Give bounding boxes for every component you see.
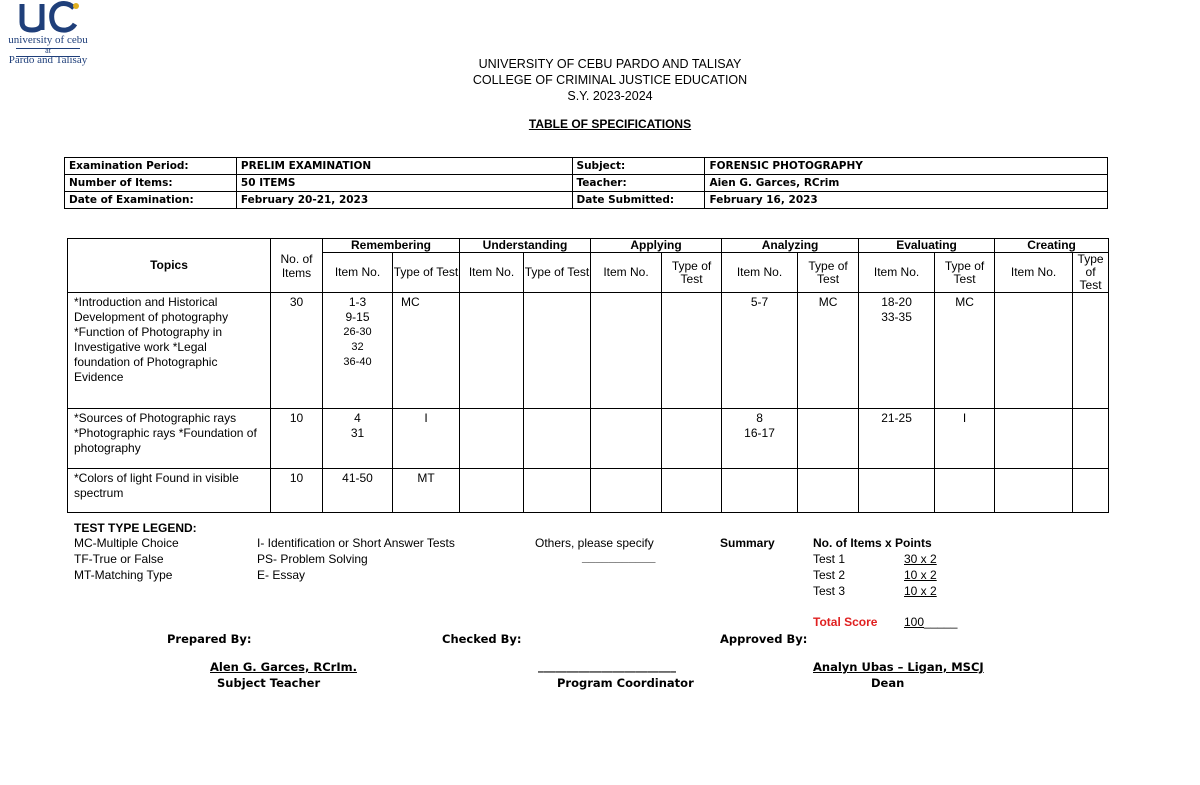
logo-text-at: at — [45, 46, 51, 55]
summary-test-name: Test 1 — [813, 552, 846, 566]
summary-test-value: 10 x 2 — [904, 568, 937, 582]
no-items-cell: 10 — [271, 409, 323, 469]
exam-info-table — [64, 157, 1108, 209]
analyzing-type-cell: MC — [798, 293, 859, 409]
total-score-blank: _____ — [924, 615, 958, 629]
topics-cell: *Colors of light Found in visible spectrum — [68, 469, 271, 513]
item-range: 41-50 — [342, 471, 373, 485]
checked-by-label: Checked By: — [442, 632, 522, 646]
legend-mt: MT-Matching Type — [74, 568, 173, 582]
item-no-header: Item No. — [859, 253, 935, 293]
info-value: February 20-21, 2023 — [236, 192, 572, 209]
college-name: COLLEGE OF CRIMINAL JUSTICE EDUCATION — [472, 73, 748, 87]
item-range: 36-40 — [343, 356, 372, 368]
school-year: S.Y. 2023-2024 — [567, 89, 653, 103]
item-no-header: Item No. — [323, 253, 393, 293]
type-header: Type of Test — [524, 253, 591, 293]
applying-type-cell — [662, 409, 722, 469]
legend-others-blank: ___________ — [582, 550, 656, 564]
info-label: Subject: — [572, 158, 705, 175]
understanding-items-cell — [460, 469, 524, 513]
info-value: Aien G. Garces, RCrim — [705, 175, 1108, 192]
type-header: Type of Test — [1073, 253, 1109, 293]
total-score-value — [904, 615, 957, 631]
creating-items-cell — [995, 469, 1073, 513]
no-items-header: No. of Items — [271, 239, 323, 293]
item-range: 1-3 — [348, 295, 367, 309]
creating-items-cell — [995, 409, 1073, 469]
evaluating-items-cell — [859, 293, 935, 409]
university-name: UNIVERSITY OF CEBU PARDO AND TALISAY — [478, 57, 742, 71]
item-no-header: Item No. — [591, 253, 662, 293]
total-score-number: 100 — [904, 615, 925, 629]
no-items-cell: 10 — [271, 469, 323, 513]
applying-type-cell — [662, 469, 722, 513]
info-label: Teacher: — [572, 175, 705, 192]
level-header: Evaluating — [859, 239, 995, 253]
topics-cell: *Introduction and Historical Development of photography *Function of Photography in Investigative work *Legal foundation of Photographic Evidence — [68, 293, 271, 409]
level-header: Understanding — [460, 239, 591, 253]
analyzing-type-cell — [798, 469, 859, 513]
analyzing-type-cell — [798, 409, 859, 469]
checked-name-blank: ________________________ — [538, 659, 676, 673]
applying-items-cell — [591, 409, 662, 469]
analyzing-items-cell — [722, 293, 798, 409]
understanding-type-cell — [524, 469, 591, 513]
university-logo — [0, 0, 96, 66]
info-value: PRELIM EXAMINATION — [236, 158, 572, 175]
summary-test-name: Test 2 — [813, 568, 846, 582]
evaluating-items-cell — [859, 469, 935, 513]
total-score-label: Total Score — [813, 615, 878, 629]
item-range: 21-25 — [881, 411, 912, 425]
legend-i: I- Identification or Short Answer Tests — [257, 536, 455, 550]
checked-role: Program Coordinator — [557, 676, 694, 690]
legend-title: TEST TYPE LEGEND: — [74, 521, 197, 535]
summary-label: Summary — [720, 536, 775, 550]
item-no-header: Item No. — [995, 253, 1073, 293]
info-row — [65, 175, 1108, 192]
info-row — [65, 192, 1108, 209]
level-header: Analyzing — [722, 239, 859, 253]
item-range: 33-35 — [881, 310, 912, 324]
evaluating-type-cell: MC — [935, 293, 995, 409]
info-row — [65, 158, 1108, 175]
applying-type-cell — [662, 293, 722, 409]
remembering-items-cell — [323, 293, 393, 409]
logo-text-campus: Pardo and Talisay — [8, 54, 88, 66]
creating-type-cell — [1073, 409, 1109, 469]
understanding-type-cell — [524, 409, 591, 469]
table-row — [68, 469, 1109, 513]
info-label: Examination Period: — [65, 158, 237, 175]
understanding-type-cell — [524, 293, 591, 409]
prepared-role: Subject Teacher — [217, 676, 321, 690]
item-range: 32 — [351, 341, 364, 353]
legend-tf: TF-True or False — [74, 552, 164, 566]
item-range: 26-30 — [343, 326, 372, 338]
remembering-type-cell: I — [393, 409, 460, 469]
item-range: 31 — [350, 426, 365, 440]
remembering-type-cell: MT — [393, 469, 460, 513]
item-range: 4 — [354, 411, 361, 425]
summary-test-name: Test 3 — [813, 584, 846, 598]
legend-e: E- Essay — [257, 568, 306, 582]
prepared-name: Alen G. Garces, RCrIm. — [210, 660, 357, 674]
item-range: 5-7 — [750, 295, 769, 309]
remembering-items-cell — [323, 469, 393, 513]
legend-mc: MC-Multiple Choice — [74, 536, 179, 550]
summary-test-value: 30 x 2 — [904, 552, 937, 566]
remembering-items-cell — [323, 409, 393, 469]
understanding-items-cell — [460, 409, 524, 469]
level-header: Applying — [591, 239, 722, 253]
item-range: 16-17 — [744, 426, 775, 440]
approved-name: Analyn Ubas – Ligan, MSCJ — [813, 660, 984, 674]
no-items-cell: 30 — [271, 293, 323, 409]
specification-table — [67, 238, 1109, 513]
evaluating-type-cell — [935, 469, 995, 513]
item-no-header: Item No. — [722, 253, 798, 293]
info-label: Date Submitted: — [572, 192, 705, 209]
logo-text-university: university of cebu — [8, 34, 88, 46]
type-header: Type of Test — [662, 253, 722, 293]
item-no-header: Item No. — [460, 253, 524, 293]
legend-others: Others, please specify — [535, 536, 654, 550]
creating-type-cell — [1073, 293, 1109, 409]
info-label: Number of Items: — [65, 175, 237, 192]
creating-type-cell — [1073, 469, 1109, 513]
understanding-items-cell — [460, 293, 524, 409]
applying-items-cell — [591, 469, 662, 513]
item-range: 8 — [756, 411, 763, 425]
creating-items-cell — [995, 293, 1073, 409]
uc-logo-mark-icon — [8, 0, 88, 34]
type-header: Type of Test — [393, 253, 460, 293]
info-value: FORENSIC PHOTOGRAPHY — [705, 158, 1108, 175]
page-title: TABLE OF SPECIFICATIONS — [528, 117, 692, 131]
topics-cell: *Sources of Photographic rays *Photographic rays *Foundation of photography — [68, 409, 271, 469]
legend-ps: PS- Problem Solving — [257, 552, 368, 566]
item-range: 9-15 — [345, 310, 370, 324]
analyzing-items-cell — [722, 469, 798, 513]
topics-header: Topics — [68, 239, 271, 293]
item-range: 18-20 — [881, 295, 912, 309]
type-header: Type of Test — [935, 253, 995, 293]
applying-items-cell — [591, 293, 662, 409]
analyzing-items-cell — [722, 409, 798, 469]
evaluating-type-cell: I — [935, 409, 995, 469]
prepared-by-label: Prepared By: — [167, 632, 252, 646]
info-value: 50 ITEMS — [236, 175, 572, 192]
info-label: Date of Examination: — [65, 192, 237, 209]
table-row — [68, 293, 1109, 409]
type-header: Type of Test — [798, 253, 859, 293]
approved-role: Dean — [871, 676, 905, 690]
info-value: February 16, 2023 — [705, 192, 1108, 209]
summary-header: No. of Items x Points — [813, 536, 932, 550]
remembering-type-cell: MC — [393, 293, 460, 409]
approved-by-label: Approved By: — [720, 632, 808, 646]
level-header: Remembering — [323, 239, 460, 253]
table-row — [68, 409, 1109, 469]
level-header-row — [68, 239, 1109, 253]
level-header: Creating — [995, 239, 1109, 253]
summary-test-value: 10 x 2 — [904, 584, 937, 598]
evaluating-items-cell — [859, 409, 935, 469]
